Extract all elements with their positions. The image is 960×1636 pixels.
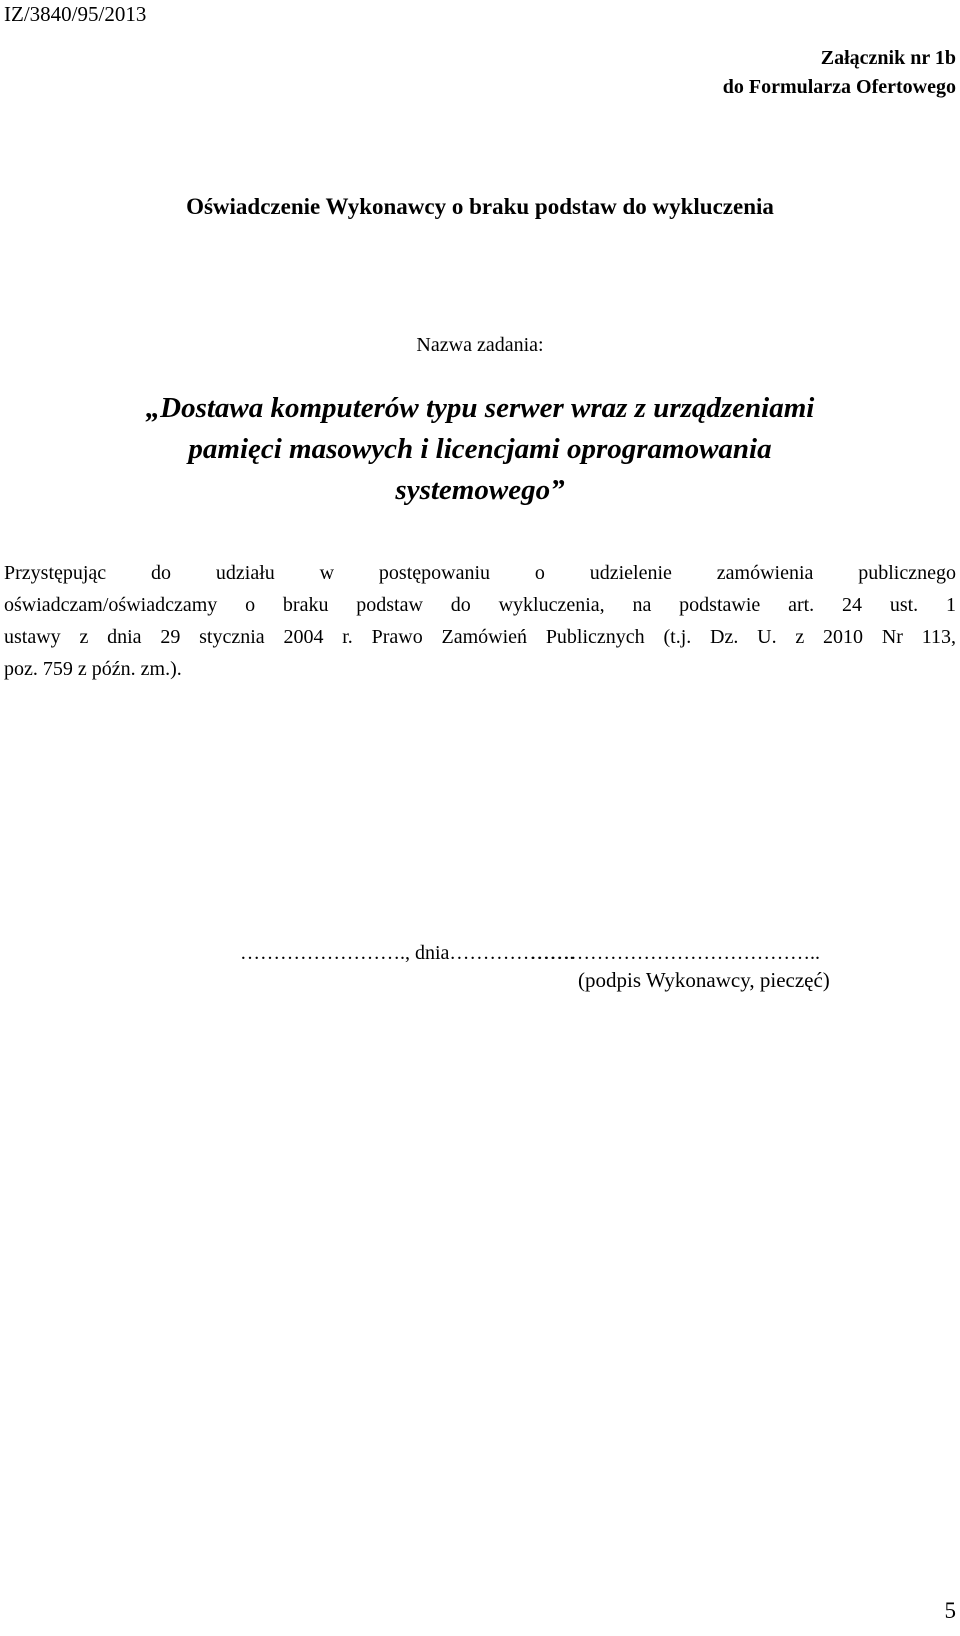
task-name	[40, 388, 920, 511]
statement-paragraph	[4, 557, 956, 685]
annex-line-2: do Formularza Ofertowego	[722, 76, 956, 98]
statement-line-3: ustawy z dnia 29 stycznia 2004 r. Prawo Zamówień Publicznych (t.j. Dz. U. z 2010 Nr 113,	[4, 626, 956, 648]
task-name-line-1: „Dostawa komputerów typu serwer wraz z urządzeniami	[145, 392, 815, 424]
task-label: Nazwa zadania:	[416, 334, 544, 356]
statement-line-2: oświadczam/oświadczamy o braku podstaw do wykluczenia, na podstawie art. 24 ust. 1	[4, 594, 956, 616]
statement-line-1: Przystępując do udziału w postępowaniu o udzielenie zamówienia publicznego	[4, 562, 956, 584]
statement-line-4: poz. 759 z późn. zm.).	[4, 658, 182, 680]
task-name-line-2: pamięci masowych i licencjami oprogramowania	[188, 433, 772, 465]
task-name-line-3: systemowego”	[395, 474, 565, 506]
signature-field: ……………………………………..	[530, 942, 820, 964]
page-number: 5	[944, 1598, 956, 1623]
document-reference: IZ/3840/95/2013	[4, 2, 147, 26]
signature-caption: (podpis Wykonawcy, pieczęć)	[578, 968, 830, 992]
document-title: Oświadczenie Wykonawcy o braku podstaw do wykluczenia	[186, 194, 774, 219]
annex-label	[723, 44, 956, 102]
annex-line-1: Załącznik nr 1b	[820, 47, 956, 69]
place-date-field: ……………………., dnia……………….	[240, 942, 575, 964]
